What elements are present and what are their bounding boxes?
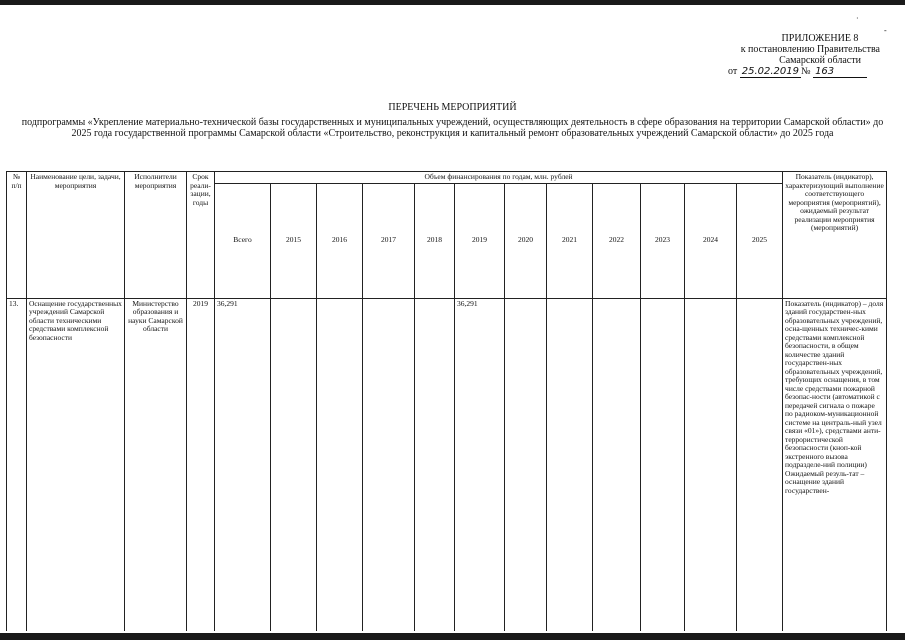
row-executor: Министерство образования и науки Самарской области <box>125 298 187 631</box>
table-row <box>7 298 887 631</box>
year-header: 2015 <box>271 183 317 298</box>
row-name: Оснащение государственных учреждений Самарской области техническими средствами комплексной безопасности <box>27 298 125 631</box>
annex-date: 25.02.2019 <box>741 66 800 77</box>
row-value <box>547 298 593 631</box>
col-header-name: Наименование цели, задачи, мероприятия <box>27 172 125 299</box>
scan-speck: - <box>884 26 887 35</box>
col-header-funding: Объем финансирования по годам, млн. рублей <box>215 172 783 184</box>
year-header: 2024 <box>685 183 737 298</box>
row-value <box>737 298 783 631</box>
scan-speck: · <box>856 14 859 23</box>
row-indicator: Показатель (индикатор) – доля зданий государствен-ных образовательных учреждений, осна-щенных техничес-кими средствами комплексной безопасности, в общем количестве зданий государствен-ных образовательных учреждений, требующих оснащения, в том числе средствами пожарной безопас-ности (автоматикой с передачей сигнала о пожаре по радиоком-муникационной системе на централь-ный узел связи «01»), средствами анти-террористической безопасности (кноп-кой экстренного вызова подразделе-ний полиции) Ожидаемый резуль-тат – оснащение зданий государствен- <box>783 298 887 631</box>
document-heading <box>20 102 885 140</box>
table-header-row <box>7 172 887 184</box>
row-value <box>685 298 737 631</box>
row-term: 2019 <box>187 298 215 631</box>
year-header: 2016 <box>317 183 363 298</box>
row-value <box>593 298 641 631</box>
annex-block <box>720 33 880 78</box>
row-value <box>317 298 363 631</box>
scan-top-border <box>0 0 905 5</box>
annex-from-label: от <box>728 66 738 77</box>
col-header-indicator: Показатель (индикатор), характеризующий выполнение соответствующего мероприятия (мероприятий), ожидаемый результат реализации мероприятия (мероприятий) <box>783 172 887 299</box>
row-value-total: 36,291 <box>215 298 271 631</box>
annex-number-label: № <box>801 66 811 77</box>
year-header: 2023 <box>641 183 685 298</box>
year-header-total: Всего <box>215 183 271 298</box>
year-header: 2018 <box>415 183 455 298</box>
scan-bottom-border <box>0 633 905 640</box>
row-num: 13. <box>7 298 27 631</box>
annex-title: ПРИЛОЖЕНИЕ 8 <box>781 33 859 44</box>
year-header: 2022 <box>593 183 641 298</box>
row-value <box>415 298 455 631</box>
col-header-num: № п/п <box>7 172 27 299</box>
annex-line-1: к постановлению Правительства <box>740 44 880 55</box>
year-header: 2025 <box>737 183 783 298</box>
annex-date-line <box>728 66 880 78</box>
row-value-2019: 36,291 <box>455 298 505 631</box>
row-value <box>363 298 415 631</box>
annex-number: 163 <box>813 66 867 78</box>
document-subtitle: подпрограммы «Укрепление материально-технической базы государственных и муниципальных учреждений, осуществляющих деятельность в сфере образования на территории Самарской области» до 2025 года государственной программы Самарской области «Строительство, реконструкция и капитальный ремонт образовательных учреждений Самарской области» до 2025 года <box>21 116 884 139</box>
measures-table <box>6 171 887 631</box>
year-header: 2021 <box>547 183 593 298</box>
col-header-term: Срок реали-зации, годы <box>187 172 215 299</box>
row-value <box>271 298 317 631</box>
year-header: 2020 <box>505 183 547 298</box>
document-title: ПЕРЕЧЕНЬ МЕРОПРИЯТИЙ <box>388 102 517 113</box>
year-header: 2019 <box>455 183 505 298</box>
year-header: 2017 <box>363 183 415 298</box>
row-value <box>505 298 547 631</box>
row-value <box>641 298 685 631</box>
annex-line-2: Самарской области <box>779 55 861 66</box>
col-header-executors: Исполнители мероприятия <box>125 172 187 299</box>
